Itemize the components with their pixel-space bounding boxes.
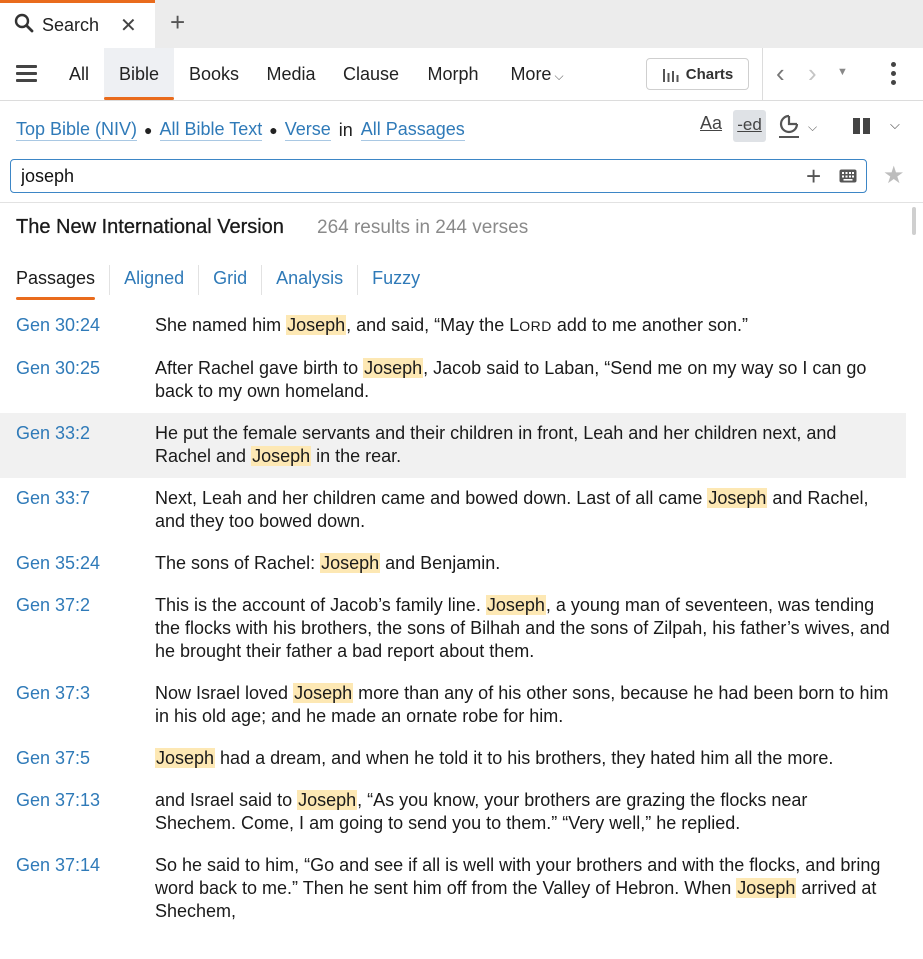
verse-text: This is the account of Jacob’s family line. Joseph, a young man of seventeen, was tending the flocks with his brothers, the sons of Bilhah and the sons of Zilpah, his father’s wives, and he brought their father a bad report about them.	[155, 595, 890, 661]
search-field[interactable]	[10, 159, 867, 193]
verse-reference-link[interactable]: Gen 37:3	[16, 683, 91, 703]
resource-type-bar	[0, 48, 923, 101]
range-selector[interactable]: All Passages	[360, 119, 465, 139]
columns-icon[interactable]	[852, 117, 872, 140]
search-hit: Joseph	[364, 358, 423, 378]
search-hit: Joseph	[737, 878, 796, 898]
tab-aligned[interactable]: Aligned	[109, 265, 198, 295]
search-hit: Joseph	[298, 790, 357, 810]
result-row[interactable]	[0, 585, 906, 673]
chevron-down-icon[interactable]: ⌵	[890, 117, 900, 132]
search-hit: Joseph	[294, 683, 353, 703]
scrollbar[interactable]	[912, 207, 916, 235]
verse-reference-link[interactable]: Gen 37:14	[16, 855, 101, 875]
version-title: The New International Version	[16, 216, 284, 238]
tab-more[interactable]: More ⌵	[510, 64, 564, 84]
result-count: 264 results in 244 verses	[317, 217, 529, 238]
divider	[0, 202, 923, 203]
star-icon[interactable]: ★	[883, 162, 905, 189]
verse-text: The sons of Rachel: Joseph and Benjamin.	[155, 553, 501, 573]
verse-reference-link[interactable]: Gen 33:2	[16, 423, 91, 443]
verse-text: After Rachel gave birth to Joseph, Jacob said to Laban, “Send me on my way so I can go back to my own homeland.	[155, 358, 867, 401]
charts-button[interactable]	[646, 58, 749, 90]
verse-text: Joseph had a dream, and when he told it to his brothers, they hated him all the more.	[156, 748, 834, 768]
history-dropdown-icon[interactable]: ▼	[837, 66, 848, 78]
add-term-icon[interactable]: +	[806, 161, 822, 191]
search-hit: Joseph	[156, 748, 215, 768]
result-row[interactable]	[0, 413, 906, 478]
menu-icon[interactable]	[16, 65, 37, 86]
verse-reference-link[interactable]: Gen 37:2	[16, 595, 91, 615]
verse-reference-link[interactable]: Gen 30:24	[16, 315, 101, 335]
more-options-icon[interactable]	[891, 62, 897, 89]
verse-reference-link[interactable]: Gen 35:24	[16, 553, 101, 573]
new-tab-button[interactable]: +	[170, 7, 186, 37]
separator-dot: ●	[144, 122, 153, 138]
result-row[interactable]	[0, 478, 906, 543]
bar-chart-icon	[662, 66, 680, 82]
verse-text: and Israel said to Joseph, “As you know, your brothers are grazing the flocks near Shechem. Come, I am going to send you to them.” “Very well,” he replied.	[155, 790, 808, 833]
match-forms-toggle[interactable]: -ed	[733, 110, 766, 142]
tab-fuzzy[interactable]: Fuzzy	[357, 265, 434, 295]
search-tab[interactable]	[0, 0, 155, 48]
search-hit: Joseph	[708, 488, 767, 508]
search-hit: Joseph	[321, 553, 380, 573]
result-row[interactable]	[0, 673, 906, 738]
forward-arrow-icon[interactable]: ›	[808, 58, 817, 88]
match-case-toggle[interactable]: Aa	[700, 113, 723, 133]
tab-books[interactable]: Books	[188, 64, 240, 84]
divider	[762, 48, 763, 100]
tab-bar	[0, 0, 923, 48]
close-icon[interactable]: ✕	[120, 15, 137, 37]
verse-reference-link[interactable]: Gen 33:7	[16, 488, 91, 508]
small-caps-text: ORD	[519, 318, 552, 334]
result-row[interactable]	[0, 305, 906, 348]
tab-morph[interactable]: Morph	[427, 64, 479, 84]
tab-bible[interactable]: Bible	[104, 48, 174, 100]
unit-selector[interactable]: Verse	[284, 119, 331, 139]
search-scope	[16, 117, 465, 143]
verse-reference-link[interactable]: Gen 37:5	[16, 748, 91, 768]
chevron-down-icon: ⌵	[554, 69, 564, 83]
keyboard-icon[interactable]	[839, 169, 857, 188]
verse-text: So he said to him, “Go and see if all is well with your brothers and with the flocks, and bring word back to me.” Then he sent him off from the Valley of Hebron. When Joseph arrived at Shechem,	[155, 855, 881, 921]
verse-reference-link[interactable]: Gen 37:13	[16, 790, 101, 810]
tab-analysis[interactable]: Analysis	[261, 265, 357, 295]
tab-media[interactable]: Media	[266, 64, 316, 84]
verse-text: She named him Joseph, and said, “May the LORD add to me another son.”	[155, 315, 748, 335]
search-input[interactable]	[21, 164, 781, 188]
back-arrow-icon[interactable]: ‹	[776, 58, 785, 88]
tab-passages[interactable]: Passages	[16, 265, 109, 295]
verse-text: He put the female servants and their children in front, Leah and her children next, and Rachel and Joseph in the rear.	[155, 423, 837, 466]
text-selector[interactable]: All Bible Text	[159, 119, 263, 139]
highlight-icon[interactable]	[778, 113, 800, 144]
separator-dot: ●	[269, 122, 278, 138]
bible-selector[interactable]: Top Bible (NIV)	[16, 119, 138, 139]
search-hit: Joseph	[252, 446, 311, 466]
result-row[interactable]	[0, 780, 906, 845]
verse-text: Next, Leah and her children came and bowed down. Last of all came Joseph and Rachel, and they too bowed down.	[155, 488, 869, 531]
verse-text: Now Israel loved Joseph more than any of his other sons, because he had been born to him in his old age; and he made an ornate robe for him.	[155, 683, 889, 726]
result-row[interactable]	[0, 348, 906, 413]
tab-label: Search	[42, 15, 100, 35]
charts-label: Charts	[685, 65, 734, 83]
verse-reference-link[interactable]: Gen 30:25	[16, 358, 101, 378]
results-list	[0, 305, 906, 933]
search-icon	[14, 13, 34, 38]
result-row[interactable]	[0, 845, 906, 933]
tab-grid[interactable]: Grid	[198, 265, 261, 295]
result-row[interactable]	[0, 543, 906, 585]
result-row[interactable]	[0, 738, 906, 780]
search-hit: Joseph	[287, 315, 346, 335]
tab-all[interactable]: All	[68, 64, 89, 84]
chevron-down-icon[interactable]: ⌵	[808, 120, 818, 134]
view-tabs	[16, 265, 434, 295]
search-hit: Joseph	[486, 595, 545, 615]
tab-clause[interactable]: Clause	[342, 64, 400, 84]
in-label: in	[338, 119, 353, 140]
